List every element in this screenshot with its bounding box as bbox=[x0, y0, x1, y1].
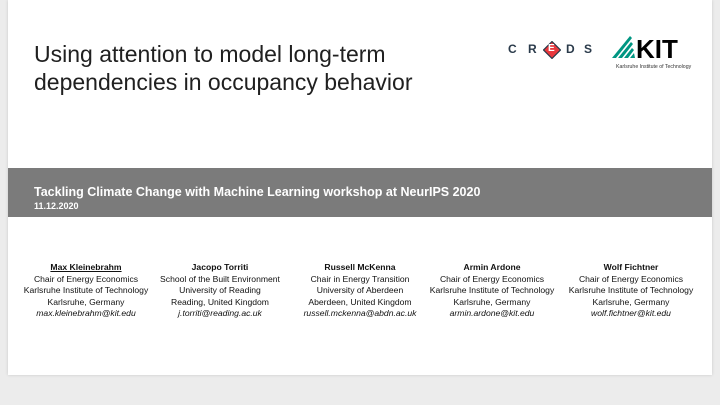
author-location: Aberdeen, United Kingdom bbox=[308, 296, 412, 307]
author-block bbox=[150, 262, 290, 320]
title-line-2: dependencies in occupancy behavior bbox=[34, 69, 413, 95]
kit-wordmark: KIT bbox=[636, 34, 678, 64]
author-email: armin.ardone@kit.edu bbox=[449, 308, 535, 319]
author-block bbox=[16, 262, 156, 320]
creds-logo bbox=[504, 38, 596, 64]
author-email: j.torriti@reading.ac.uk bbox=[178, 308, 262, 319]
author-name: Jacopo Torriti bbox=[191, 262, 249, 272]
workshop-title: Tackling Climate Change with Machine Learning workshop at NeurIPS 2020 bbox=[34, 185, 481, 199]
kit-subtitle: Karlsruhe Institute of Technology bbox=[616, 64, 692, 70]
slide-title bbox=[34, 40, 474, 96]
author-email: wolf.fichtner@kit.edu bbox=[591, 308, 671, 319]
author-location: Karlsruhe, Germany bbox=[47, 296, 125, 307]
author-affiliation: Chair of Energy Economics bbox=[578, 273, 684, 284]
slide bbox=[8, 0, 712, 375]
author-email: russell.mckenna@abdn.ac.uk bbox=[303, 308, 417, 319]
author-block bbox=[422, 262, 562, 320]
author-email: max.kleinebrahm@kit.edu bbox=[36, 308, 136, 319]
creds-letter-c: C bbox=[508, 42, 518, 56]
author-name: Armin Ardone bbox=[463, 262, 521, 272]
author-location: Karlsruhe, Germany bbox=[592, 296, 670, 307]
title-line-1: Using attention to model long-term bbox=[34, 41, 386, 67]
creds-letter-e: E bbox=[548, 43, 556, 54]
author-institution: Karlsruhe Institute of Technology bbox=[23, 285, 149, 296]
author-affiliation: School of the Built Environment bbox=[160, 273, 280, 284]
author-affiliation: Chair in Energy Transition bbox=[310, 273, 410, 284]
author-block bbox=[290, 262, 430, 320]
kit-logo bbox=[610, 30, 702, 74]
workshop-band bbox=[8, 168, 712, 217]
author-affiliation: Chair of Energy Economics bbox=[33, 273, 139, 284]
author-name: Max Kleinebrahm bbox=[50, 262, 122, 272]
author-block bbox=[561, 262, 701, 320]
author-affiliation: Chair of Energy Economics bbox=[439, 273, 545, 284]
author-institution: University of Reading bbox=[179, 285, 261, 296]
author-location: Reading, United Kingdom bbox=[171, 296, 269, 307]
author-name: Russell McKenna bbox=[324, 262, 396, 272]
creds-letter-s: S bbox=[584, 42, 594, 56]
author-name: Wolf Fichtner bbox=[603, 262, 659, 272]
creds-letter-r: R bbox=[528, 42, 538, 56]
author-location: Karlsruhe, Germany bbox=[453, 296, 531, 307]
author-institution: Karlsruhe Institute of Technology bbox=[429, 285, 555, 296]
author-institution: Karlsruhe Institute of Technology bbox=[568, 285, 694, 296]
presentation-date: 11.12.2020 bbox=[34, 201, 79, 211]
author-institution: University of Aberdeen bbox=[316, 285, 404, 296]
creds-letter-d: D bbox=[566, 42, 576, 56]
